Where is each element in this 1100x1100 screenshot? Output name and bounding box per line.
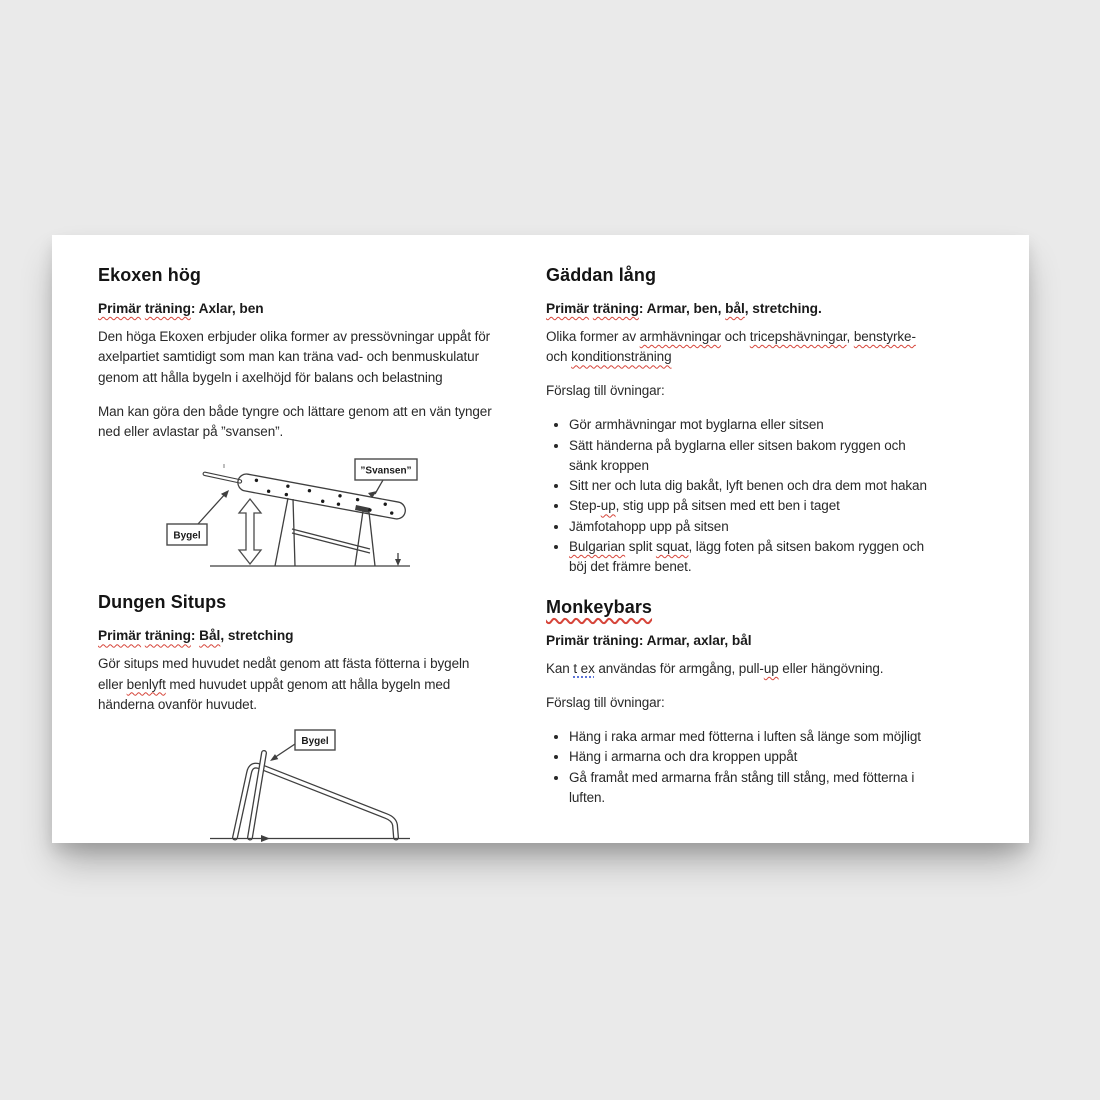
spellcheck-flagged-text: benlyft xyxy=(126,676,166,692)
text-run: händerna ovanför huvudet. xyxy=(98,697,257,713)
text-run: Jämfotahopp upp på sitsen xyxy=(569,518,729,534)
leg-line xyxy=(293,499,295,566)
spellcheck-flagged-text: Primär xyxy=(546,300,590,316)
spellcheck-flagged-text: bål xyxy=(725,300,745,316)
spellcheck-flagged-text: Primär xyxy=(98,628,142,644)
text-run: och xyxy=(546,349,572,365)
text-run: : Axlar, ben xyxy=(190,300,264,316)
section-title-gaddan: Gäddan lång xyxy=(546,265,657,285)
text-run: Häng i raka armar med fötterna i luften så länge som möjligt xyxy=(569,729,921,745)
text-run: genom att hålla bygeln i axelhöjd för balans och belastning xyxy=(98,369,443,385)
ekoxen-primary-training xyxy=(98,299,530,319)
text-run: split xyxy=(625,538,656,554)
list-item xyxy=(569,476,1001,496)
list-item xyxy=(569,436,1001,477)
text-run: : xyxy=(190,628,200,644)
svansen-label: ”Svansen” xyxy=(360,465,412,477)
spellcheck-flagged-text: benstyrke- xyxy=(853,328,916,344)
section-title-dungen: Dungen Situps xyxy=(98,592,227,613)
gaddan-intro xyxy=(546,327,1001,368)
spellcheck-flagged-text: up xyxy=(763,661,779,677)
spellcheck-flagged-text: Primär xyxy=(98,300,142,316)
double-arrow-icon xyxy=(239,499,261,564)
spellcheck-flagged-text: träning xyxy=(592,300,639,316)
document-page xyxy=(52,235,1029,843)
spellcheck-flagged-text: armhävningar xyxy=(639,328,722,344)
leader-arrowhead xyxy=(270,754,278,761)
spellcheck-flagged-text: träning xyxy=(144,300,191,316)
text-run: , lägg foten på sitsen bakom ryggen och xyxy=(688,538,924,554)
text-run: böj det främre benet. xyxy=(569,559,692,575)
text-run: , stretching xyxy=(220,628,294,644)
text-run: ned eller avlastar på ”svansen”. xyxy=(98,424,284,440)
text-run: Gör armhävningar mot byglarna eller sitsen xyxy=(569,417,824,433)
spellcheck-flagged-text: up xyxy=(600,498,616,514)
leader-line xyxy=(274,744,295,758)
right-column xyxy=(546,265,1001,847)
leg-line xyxy=(369,512,375,566)
gaddan-suggestions-label: Förslag till övningar: xyxy=(546,383,665,399)
text-run: eller xyxy=(98,676,127,692)
text-run: Gör situps med huvudet nedåt genom att fästa fötterna i bygeln xyxy=(98,656,470,672)
gaddan-primary-training xyxy=(546,299,1001,319)
list-item xyxy=(569,517,1001,537)
leader-line xyxy=(198,493,226,524)
ekoxen-paragraph-2 xyxy=(98,402,530,443)
bygel-rod-core xyxy=(205,474,241,482)
monkeybars-primary-training xyxy=(546,631,1001,651)
text-run: användas för armgång, pull- xyxy=(594,661,764,677)
text-run: Olika former av xyxy=(546,328,640,344)
text-run: Den höga Ekoxen erbjuder olika former av pressövningar uppåt för xyxy=(98,328,491,344)
text-run: med huvudet uppåt genom att hålla bygeln med xyxy=(165,676,451,692)
list-item xyxy=(569,496,1001,516)
dungen-paragraph xyxy=(98,654,530,716)
list-item xyxy=(569,747,1001,767)
bygel-label: Bygel xyxy=(173,530,201,542)
spellcheck-flagged-text: Bulgarian xyxy=(569,538,626,554)
list-item xyxy=(569,415,1001,435)
text-run: Primär träning: Armar, axlar, bål xyxy=(546,633,752,649)
list-item xyxy=(569,768,1001,809)
left-column xyxy=(98,265,530,847)
text-run: Sitt ner och luta dig bakåt, lyft benen och dra dem mot hakan xyxy=(569,478,927,494)
spellcheck-flagged-text: träning xyxy=(144,628,191,644)
section-title-monkeybars xyxy=(546,597,1001,619)
text-run: Step- xyxy=(569,498,601,514)
monkeybars-exercise-list xyxy=(546,727,1001,808)
text-run: : Armar, ben, xyxy=(638,300,726,316)
text-run: luften. xyxy=(569,789,606,805)
ekoxen-paragraph-1 xyxy=(98,327,530,389)
section-title-ekoxen: Ekoxen hög xyxy=(98,265,202,285)
monkeybars-suggestions-label: Förslag till övningar: xyxy=(546,695,665,711)
list-item xyxy=(569,727,1001,747)
list-item xyxy=(569,537,1001,578)
spellcheck-flagged-text: konditionsträning xyxy=(571,349,672,365)
two-column-layout xyxy=(98,265,1001,847)
text-run: eller hängövning. xyxy=(778,661,884,677)
grammar-flagged-text: t ex xyxy=(573,661,595,677)
spellcheck-flagged-text: tricepshävningar xyxy=(749,328,847,344)
dungen-drawing xyxy=(98,729,530,847)
dungen-primary-training xyxy=(98,626,530,646)
monkeybars-usage xyxy=(546,659,1001,680)
text-run: Gå framåt med armarna från stång till stång, med fötterna i xyxy=(569,769,915,785)
text-run: och xyxy=(721,328,750,344)
spellcheck-flagged-text: Bål xyxy=(199,628,221,644)
ground-marker-arrowhead xyxy=(395,559,401,566)
text-run: axelpartiet samtidigt som man kan träna vad- och benmuskulatur xyxy=(98,349,479,365)
gaddan-exercise-list xyxy=(546,415,1001,577)
text-run: sänk kroppen xyxy=(569,457,649,473)
leg-line xyxy=(275,498,288,566)
ground-marker-arrowhead xyxy=(261,835,270,842)
figure-ekoxen-sketch xyxy=(98,456,530,574)
text-run: Man kan göra den både tyngre och lättare genom att en vän tynger xyxy=(98,403,492,419)
spellcheck-flagged-text: squat xyxy=(655,538,689,554)
spellcheck-flagged-text: Monkeybars xyxy=(546,597,653,618)
text-run: Häng i armarna och dra kroppen uppåt xyxy=(569,749,798,765)
leg-line xyxy=(355,511,363,566)
text-run: Sätt händerna på byglarna eller sitsen bakom ryggen och xyxy=(569,437,906,453)
figure-dungen-sketch xyxy=(98,729,530,847)
text-run: Kan xyxy=(546,661,574,677)
text-run: , xyxy=(846,328,854,344)
text-run: , stretching. xyxy=(744,300,822,316)
bygel-label: Bygel xyxy=(301,736,329,748)
ekoxen-drawing xyxy=(98,456,530,574)
text-run: , stig upp på sitsen med ett ben i taget xyxy=(615,498,840,514)
